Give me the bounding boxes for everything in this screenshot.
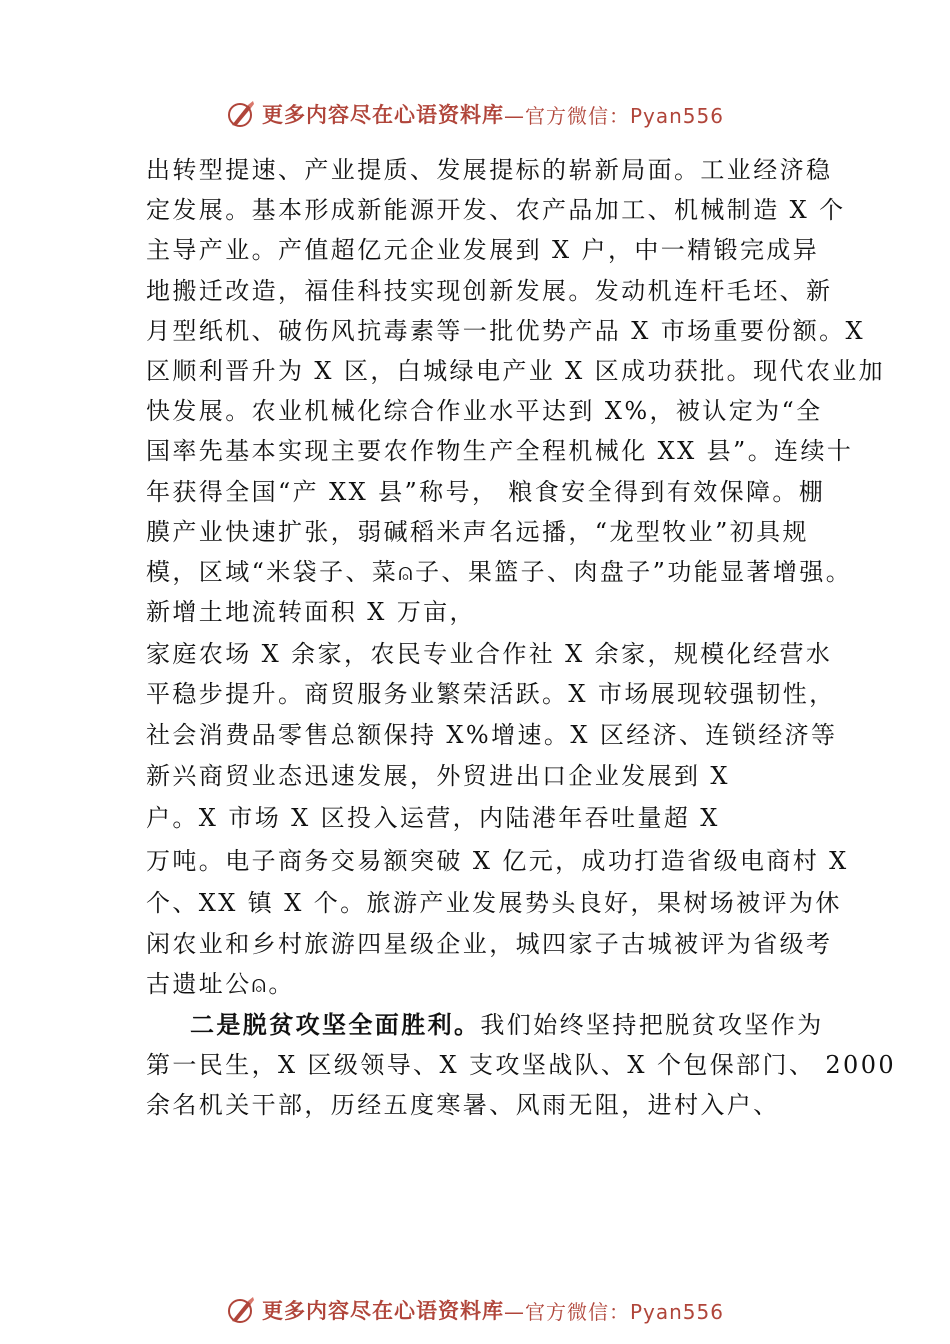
- paragraph-text: 我们始终坚持把脱贫攻坚作为: [480, 1011, 824, 1039]
- paragraph-heading: 二是脱贫攻坚全面胜利。: [190, 1010, 481, 1039]
- body-line: 地搬迁改造，福佳科技实现创新发展。发动机连杆毛坯、新: [146, 277, 833, 305]
- body-line: 出转型提速、产业提质、发展提标的崭新局面。工业经济稳: [146, 156, 833, 184]
- quill-pen-logo-icon: [226, 1295, 256, 1325]
- body-line: 户。X 市场 X 区投入运营，内陆港年吞吐量超 X: [146, 804, 720, 832]
- body-line: 平稳步提升。商贸服务业繁荣活跃。X 市场展现较强韧性，: [146, 680, 836, 708]
- body-line: 年获得全国“产 XX 县”称号， 粮食安全得到有效保障。棚: [146, 478, 826, 506]
- watermark-contact: —官方微信：Pyan556: [503, 1299, 724, 1324]
- body-line: 第一民生，X 区级领导、X 支攻坚战队、X 个包保部门、 2000: [146, 1051, 897, 1079]
- body-line: 闲农业和乡村旅游四星级企业，城四家子古城被评为省级考: [146, 930, 833, 958]
- body-line: 古遗址公⍝。: [146, 970, 295, 998]
- body-line: 社会消费品零售总额保持 X%增速。X 区经济、连锁经济等: [146, 721, 838, 749]
- body-line: 模，区域“米袋子、菜⍝子、果篮子、肉盘子”功能显著增强。: [146, 558, 853, 586]
- body-line: 定发展。基本形成新能源开发、农产品加工、机械制造 X 个: [146, 196, 846, 224]
- body-line: 快发展。农业机械化综合作业水平达到 X%，被认定为“全: [146, 397, 823, 425]
- body-line: 家庭农场 X 余家，农民专业合作社 X 余家，规模化经营水: [146, 640, 833, 668]
- body-line: 新增土地流转面积 X 万亩，: [146, 598, 476, 626]
- body-line: 区顺利晋升为 X 区，白城绿电产业 X 区成功获批。现代农业加: [146, 357, 886, 385]
- body-line: 个、XX 镇 X 个。旅游产业发展势头良好，果树场被评为休: [146, 889, 842, 917]
- quill-pen-logo-icon: [226, 99, 256, 129]
- body-line: 主导产业。产值超亿元企业发展到 X 户，中一精锻完成异: [146, 236, 820, 264]
- body-line: 余名机关干部，历经五度寒暑、风雨无阻，进村入户、: [146, 1091, 780, 1119]
- footer-watermark: [0, 1293, 950, 1327]
- paragraph2-first-line: [190, 1005, 824, 1045]
- body-line: 国率先基本实现主要农作物生产全程机械化 XX 县”。连续十: [146, 437, 854, 465]
- watermark-contact: —官方微信：Pyan556: [503, 103, 724, 128]
- watermark-brand: 更多内容尽在心语资料库: [261, 102, 504, 127]
- header-watermark: [0, 97, 950, 131]
- body-line: 膜产业快速扩张，弱碱稻米声名远播，“龙型牧业”初具规: [146, 518, 809, 546]
- watermark-brand: 更多内容尽在心语资料库: [261, 1298, 504, 1323]
- body-line: 新兴商贸业态迅速发展，外贸进出口企业发展到 X: [146, 762, 730, 790]
- body-line: 月型纸机、破伤风抗毒素等一批优势产品 X 市场重要份额。X: [146, 317, 866, 345]
- body-line: 万吨。电子商务交易额突破 X 亿元，成功打造省级电商村 X: [146, 847, 849, 875]
